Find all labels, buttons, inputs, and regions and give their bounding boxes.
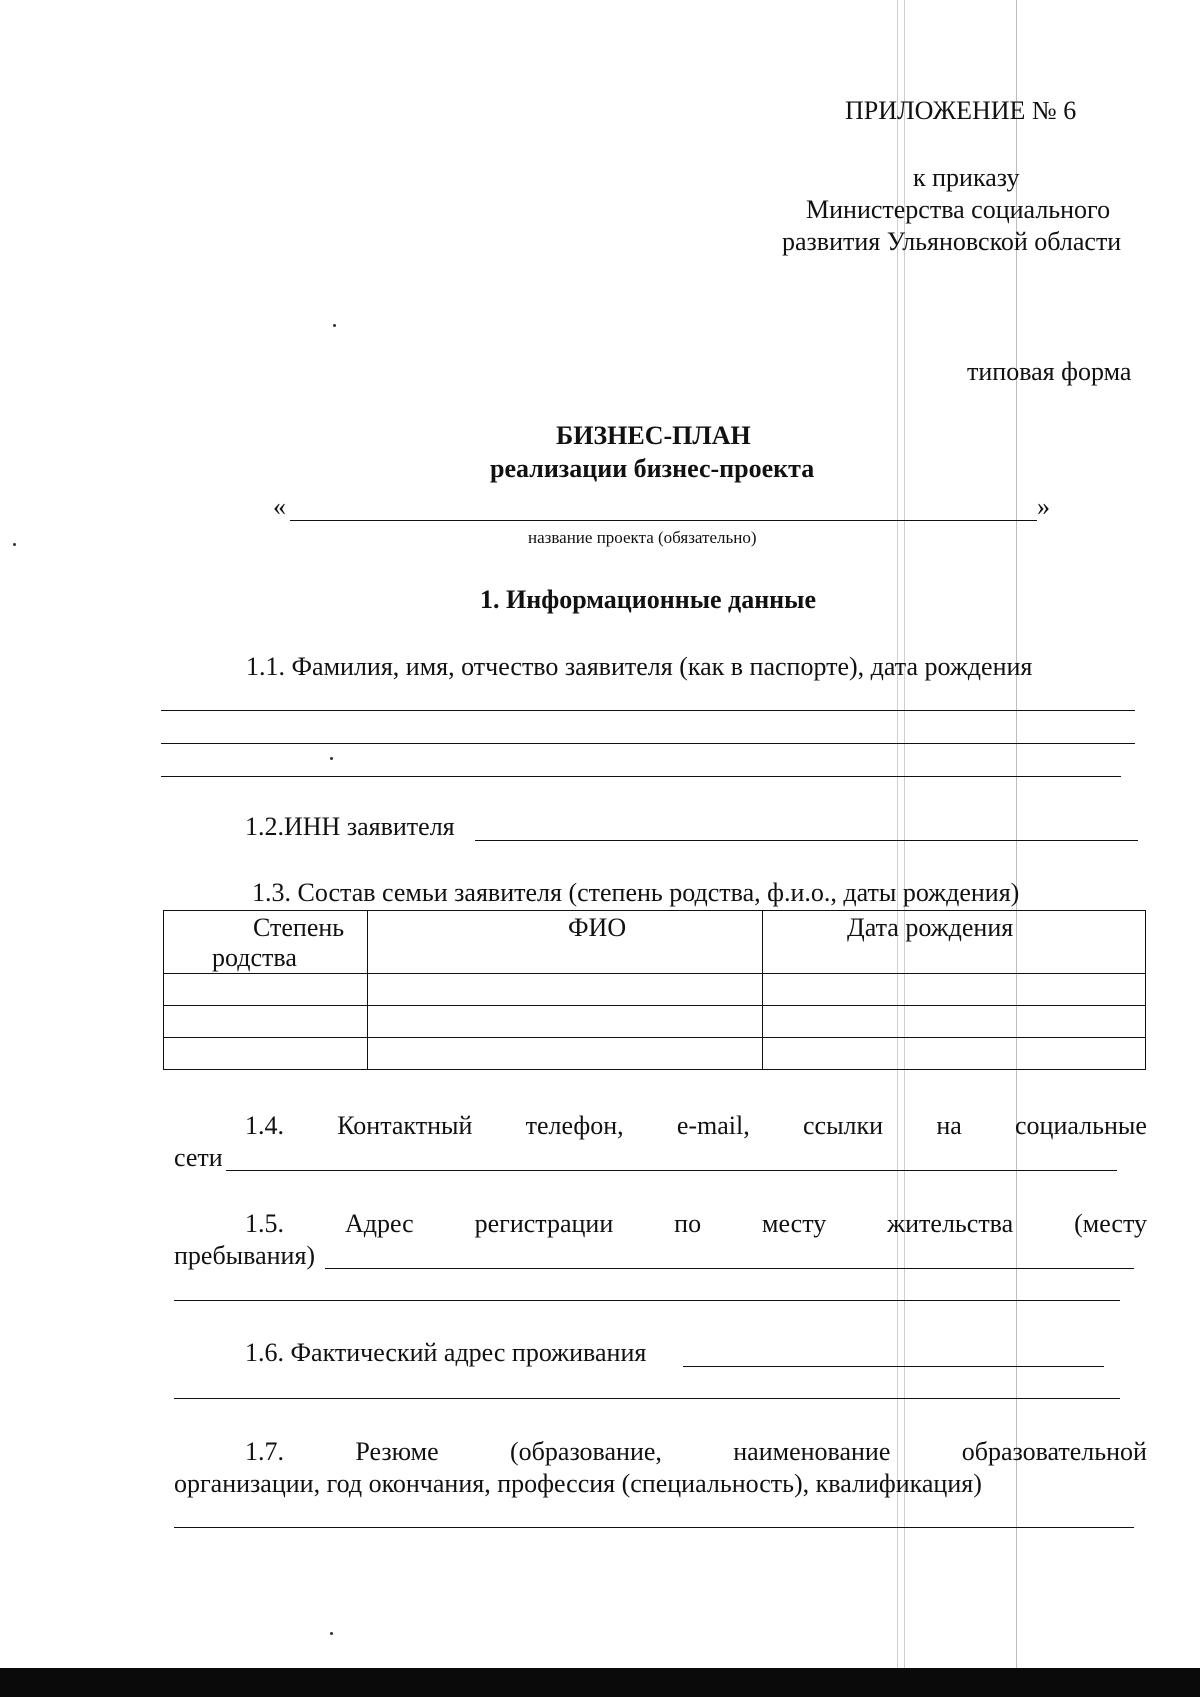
table-cell[interactable]	[368, 1006, 763, 1038]
resume-line	[174, 1527, 1134, 1528]
order-reference-line3: развития Ульяновской области	[782, 227, 1122, 256]
contacts-line	[226, 1170, 1117, 1171]
header-degree-line2: родства	[212, 943, 297, 972]
quote-open: «	[273, 492, 286, 521]
table-cell[interactable]	[763, 974, 1146, 1006]
item-1-1-line	[161, 710, 1135, 711]
item-1-4-word: 1.4.	[245, 1111, 284, 1140]
order-reference-line1: к приказу	[913, 163, 1020, 192]
family-table	[163, 910, 1146, 1070]
item-1-7-word: образовательной	[961, 1437, 1147, 1466]
quote-close: »	[1037, 492, 1050, 521]
item-1-7-label	[245, 1437, 1147, 1467]
document-title: БИЗНЕС-ПЛАН	[556, 421, 751, 450]
table-cell[interactable]	[164, 1038, 368, 1070]
item-1-7-word: 1.7.	[245, 1437, 284, 1466]
item-1-7-continuation: организации, год окончания, профессия (специальность), квалификация)	[174, 1469, 982, 1498]
item-1-5-word: Адрес	[344, 1209, 414, 1238]
table-cell[interactable]	[368, 1038, 763, 1070]
scan-speck	[13, 543, 16, 546]
appendix-number: ПРИЛОЖЕНИЕ № 6	[845, 96, 1077, 125]
header-birth-date-label: Дата рождения	[847, 913, 1014, 942]
form-type-label: типовая форма	[967, 357, 1132, 386]
item-1-4-word: ссылки	[803, 1111, 884, 1140]
section-heading: 1. Информационные данные	[480, 585, 817, 614]
item-1-4-word: Контактный	[337, 1111, 473, 1140]
item-1-5-word: регистрации	[474, 1209, 614, 1238]
item-1-5-word: жительства	[887, 1209, 1014, 1238]
header-fio	[368, 911, 763, 974]
registration-address-line	[325, 1268, 1134, 1269]
item-1-1-line	[161, 776, 1121, 777]
scan-speck	[330, 757, 333, 760]
order-reference-line2: Министерства социального	[806, 195, 1111, 224]
project-name-caption: название проекта (обязательно)	[528, 528, 757, 547]
item-1-5-word: 1.5.	[245, 1209, 284, 1238]
item-1-5-word: по	[674, 1209, 702, 1238]
header-fio-label: ФИО	[568, 913, 627, 942]
scan-bottom-edge	[0, 1668, 1200, 1697]
item-1-6-label: 1.6. Фактический адрес проживания	[245, 1338, 647, 1367]
header-birth-date	[763, 911, 1146, 974]
item-1-4-word: телефон,	[525, 1111, 624, 1140]
table-cell[interactable]	[164, 1006, 368, 1038]
scan-speck	[330, 1632, 333, 1635]
item-1-1-line	[161, 743, 1135, 744]
item-1-4-word: на	[936, 1111, 962, 1140]
item-1-4-label	[245, 1111, 1147, 1141]
item-1-2-label: 1.2.ИНН заявителя	[245, 812, 455, 841]
item-1-4-word: социальные	[1015, 1111, 1147, 1140]
item-1-1-label: 1.1. Фамилия, имя, отчество заявителя (как в паспорте), дата рождения	[246, 652, 1033, 681]
table-cell[interactable]	[164, 974, 368, 1006]
table-cell[interactable]	[368, 974, 763, 1006]
scan-speck	[333, 324, 336, 327]
header-degree-line1: Степень	[253, 913, 345, 942]
item-1-3-label: 1.3. Состав семьи заявителя (степень родства, ф.и.о., даты рождения)	[252, 878, 1020, 907]
item-1-5-word: месту	[762, 1209, 827, 1238]
document-subtitle: реализации бизнес-проекта	[490, 454, 815, 483]
actual-address-line	[683, 1366, 1104, 1367]
item-1-7-word: наименование	[733, 1437, 891, 1466]
item-1-5-word: (месту	[1074, 1209, 1147, 1238]
item-1-5-label	[245, 1209, 1147, 1239]
project-name-line	[290, 520, 1037, 521]
header-degree	[164, 911, 368, 974]
item-1-4-word: e-mail,	[676, 1111, 750, 1140]
table-cell[interactable]	[763, 1038, 1146, 1070]
registration-address-line	[174, 1300, 1120, 1301]
item-1-5-continuation: пребывания)	[174, 1241, 316, 1270]
table-row	[164, 1006, 1146, 1038]
actual-address-line	[174, 1398, 1120, 1399]
item-1-7-word: (образование,	[510, 1437, 662, 1466]
inn-line	[475, 840, 1138, 841]
table-cell[interactable]	[763, 1006, 1146, 1038]
table-row	[164, 974, 1146, 1006]
table-row	[164, 1038, 1146, 1070]
item-1-4-continuation: сети	[174, 1143, 223, 1172]
item-1-7-word: Резюме	[355, 1437, 439, 1466]
